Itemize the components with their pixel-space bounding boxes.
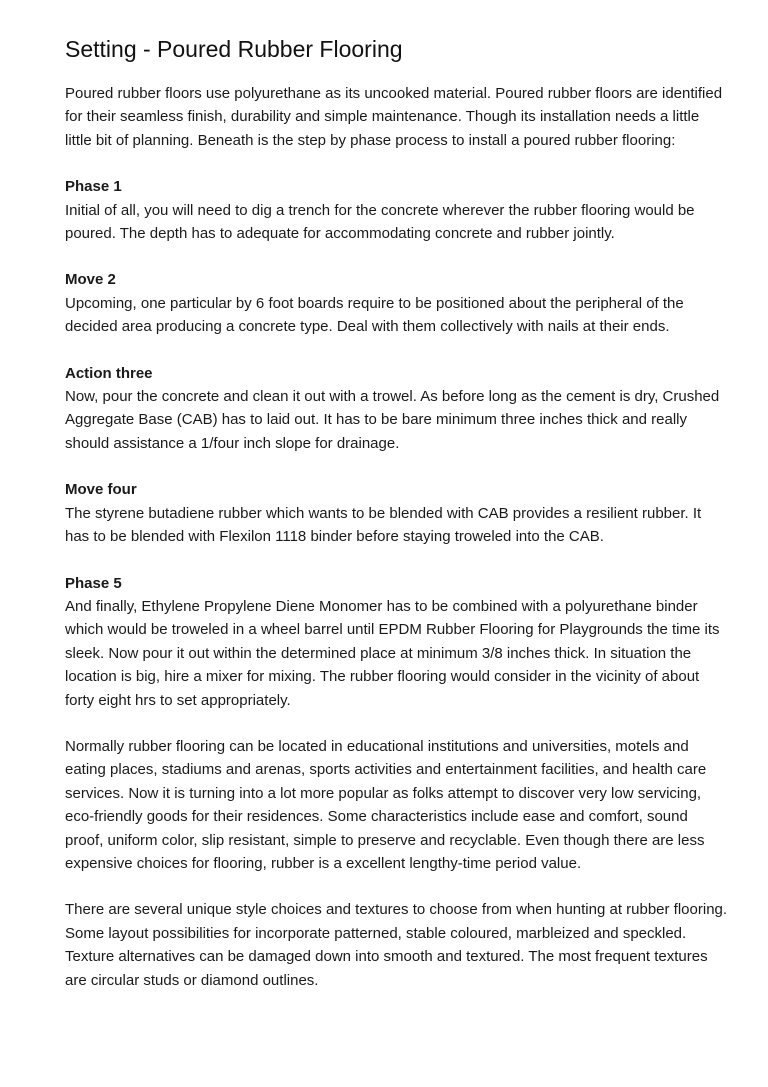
step-body: And finally, Ethylene Propylene Diene Monomer has to be combined with a polyurethane binder which would be troweled in a wheel barrel until EPDM Rubber Flooring for Playgrounds the time its sleek. Now pour it out within the determined place at minimum 3/8 inches thick. In situation the location is big, hire a mixer for mixing. The rubber flooring would consider in the vicinity of about forty eight hrs to set appropriately. — [65, 597, 720, 709]
step-section-5 — [65, 572, 728, 712]
step-body: Now, pour the concrete and clean it out with a trowel. As before long as the cement is dry, Crushed Aggregate Base (CAB) has to laid out. It has to be bare minimum three inches thick and really should assistance a 1/four inch slope for drainage. — [65, 388, 720, 452]
step-heading: Phase 1 — [65, 178, 122, 196]
step-section-4 — [65, 478, 728, 548]
closing-section-2 — [65, 898, 728, 992]
step-heading: Move 2 — [65, 271, 116, 289]
step-heading: Move four — [65, 481, 137, 499]
step-section-1 — [65, 175, 728, 245]
closing-paragraph: Normally rubber flooring can be located in educational institutions and universities, motels and eating places, stadiums and arenas, sports activities and entertainment facilities, and health care services. Now it is turning into a lot more popular as folks attempt to discover very low servicing, eco-friendly goods for their residences. Some characteristics include ease and comfort, sound proof, uniform color, slip resistant, simple to preserve and recyclable. Even though there are less expensive choices for flooring, rubber is a excellent lengthy-time period value. — [65, 737, 707, 872]
intro-section — [65, 82, 728, 152]
step-body: Initial of all, you will need to dig a trench for the concrete wherever the rubber flooring would be poured. The depth has to adequate for accommodating concrete and rubber jointly. — [65, 201, 695, 243]
step-heading: Action three — [65, 364, 153, 382]
page-title: Setting - Poured Rubber Flooring — [65, 36, 403, 62]
intro-paragraph: Poured rubber floors use polyurethane as its uncooked material. Poured rubber floors are identified for their seamless finish, durability and simple maintenance. Though its installation needs a little little bit of planning. Beneath is the step by phase process to install a poured rubber flooring: — [65, 85, 723, 149]
closing-section-1 — [65, 735, 728, 875]
step-section-3 — [65, 362, 728, 456]
step-body: Upcoming, one particular by 6 foot boards require to be positioned about the peripheral of the decided area producing a concrete type. Deal with them collectively with nails at their ends. — [65, 294, 684, 336]
step-body: The styrene butadiene rubber which wants to be blended with CAB provides a resilient rubber. It has to be blended with Flexilon 1118 binder before staying troweled into the CAB. — [65, 504, 702, 546]
closing-paragraph: There are several unique style choices and textures to choose from when hunting at rubber flooring. Some layout possibilities for incorporate patterned, stable coloured, marbleized and speckled. Texture alternatives can be damaged down into smooth and textured. The most frequent textures are circular studs or diamond outlines. — [65, 901, 728, 989]
step-section-2 — [65, 268, 728, 338]
step-heading: Phase 5 — [65, 574, 122, 592]
